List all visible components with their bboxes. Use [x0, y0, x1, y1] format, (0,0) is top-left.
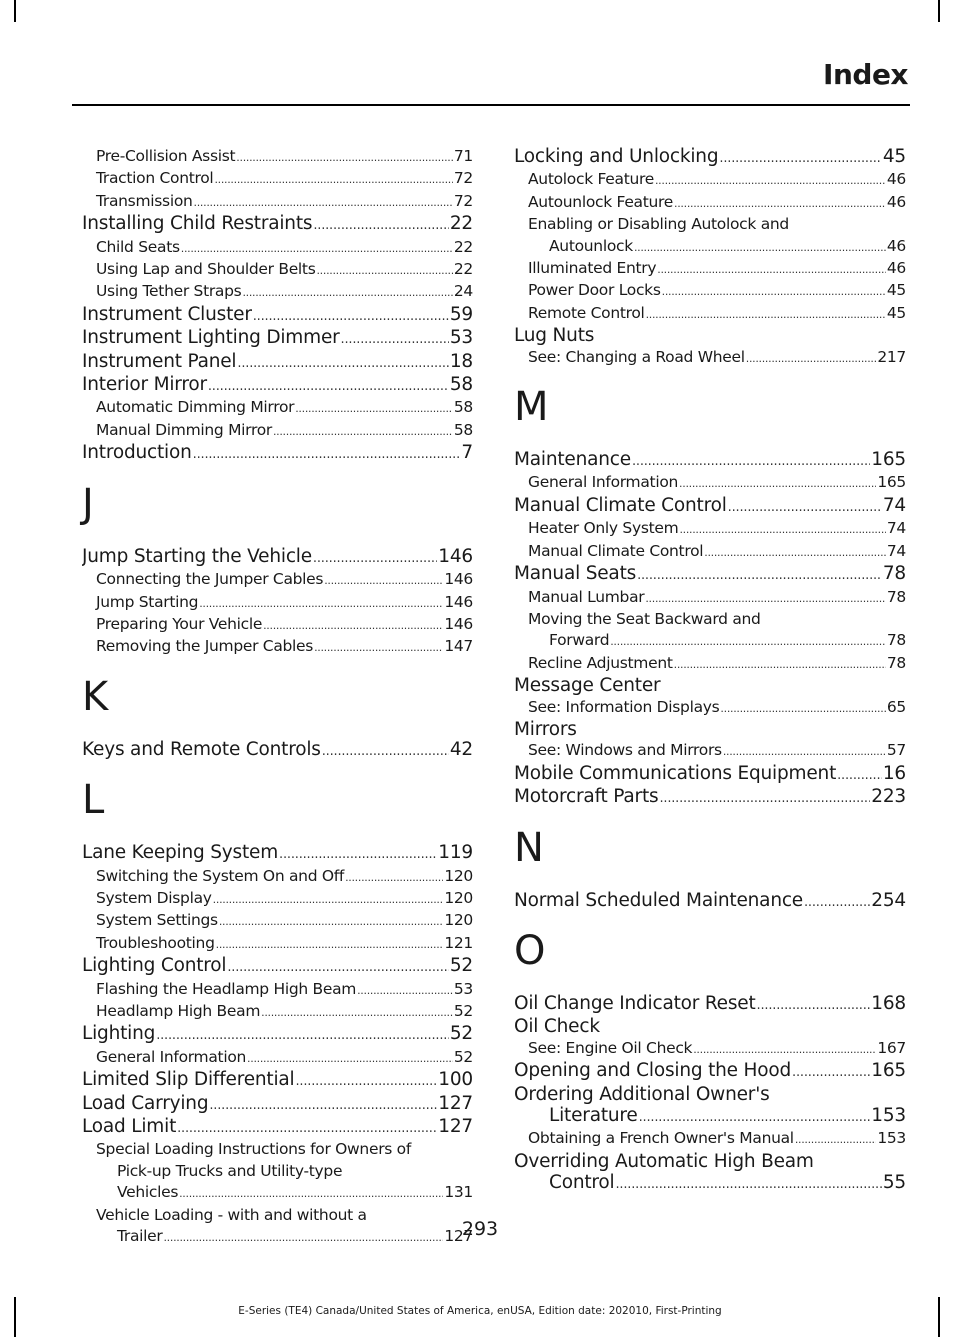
dot-leader — [295, 1071, 437, 1092]
footer-edition-info: E-Series (TE4) Canada/United States of America, enUSA, Edition date: 202010, First-Printing — [238, 1305, 722, 1317]
index-entry[interactable] — [514, 495, 906, 518]
section-letter: O — [514, 927, 546, 974]
entry-label: Power Door Locks — [528, 281, 661, 300]
entry-page-number: 42 — [449, 738, 473, 760]
entry-page-number: 153 — [871, 1105, 906, 1126]
dot-leader — [313, 215, 449, 236]
index-subentry-heading[interactable]: Pick-up Trucks and Utility-type — [117, 1161, 343, 1180]
entry-label: Autounlock — [549, 236, 633, 255]
entry-page-number: 120 — [444, 866, 473, 885]
entry-page-number: 120 — [444, 888, 473, 907]
entry-label: Limited Slip Differential — [82, 1069, 295, 1091]
dot-leader — [704, 542, 886, 563]
entry-page-number: 146 — [444, 570, 473, 589]
entry-label: Normal Scheduled Maintenance — [514, 889, 803, 911]
index-subentry[interactable] — [514, 630, 906, 652]
index-column-right — [514, 146, 906, 1196]
entry-label: Remote Control — [528, 303, 645, 322]
entry-label: See: Engine Oil Check — [528, 1038, 693, 1057]
dot-leader — [247, 1048, 453, 1069]
dot-leader — [177, 1118, 437, 1139]
entry-label: Forward — [549, 631, 610, 650]
entry-page-number: 146 — [444, 592, 473, 611]
index-subentry[interactable] — [82, 146, 473, 168]
crop-mark-bottom-right — [938, 1297, 940, 1337]
dot-leader — [181, 238, 453, 259]
entry-page-number: 165 — [877, 473, 906, 492]
crop-mark-top-right — [938, 0, 940, 22]
index-subentry[interactable] — [514, 192, 906, 214]
index-entry[interactable] — [82, 739, 473, 762]
index-entry[interactable] — [514, 146, 906, 169]
entry-label: Autounlock Feature — [528, 192, 674, 211]
entry-page-number: 45 — [886, 281, 906, 300]
entry-label: Jump Starting — [96, 592, 199, 611]
entry-label: Mobile Communications Equipment — [514, 762, 837, 784]
index-subentry[interactable] — [82, 614, 473, 636]
entry-label: Recline Adjustment — [528, 653, 673, 672]
dot-leader — [357, 980, 453, 1001]
entry-page-number: 74 — [886, 541, 906, 560]
dot-leader — [655, 170, 886, 191]
entry-page-number: 59 — [449, 303, 473, 325]
entry-page-number: 46 — [886, 170, 906, 189]
entry-label: Trailer — [117, 1227, 163, 1246]
entry-label: Lighting Control — [82, 955, 227, 977]
index-subentry[interactable] — [82, 420, 473, 442]
entry-page-number: 165 — [871, 449, 906, 471]
index-subentry[interactable] — [82, 1182, 473, 1204]
index-subentry[interactable] — [514, 653, 906, 675]
dot-leader — [324, 570, 443, 591]
index-subentry[interactable] — [514, 1038, 906, 1060]
dot-leader — [322, 741, 449, 762]
dot-leader — [746, 348, 877, 369]
entry-label: Autolock Feature — [528, 170, 654, 189]
index-subentry[interactable] — [514, 236, 906, 258]
dot-leader — [615, 1174, 881, 1195]
entry-page-number: 78 — [886, 653, 906, 672]
entry-label: General Information — [528, 473, 679, 492]
entry-page-number: 58 — [453, 420, 473, 439]
index-subentry[interactable] — [82, 1001, 473, 1023]
dot-leader — [659, 788, 870, 809]
dot-leader — [637, 565, 882, 586]
entry-label: Heater Only System — [528, 519, 679, 538]
entry-label: Obtaining a French Owner's Manual — [528, 1129, 794, 1148]
entry-label: Using Lap and Shoulder Belts — [96, 260, 316, 279]
index-entry[interactable] — [82, 955, 473, 978]
entry-label: System Settings — [96, 911, 218, 930]
dot-leader — [263, 615, 443, 636]
crop-mark-bottom-left — [14, 1297, 16, 1337]
entry-page-number: 45 — [882, 146, 906, 167]
entry-page-number: 165 — [871, 1060, 906, 1082]
entry-label: Pre-Collision Assist — [96, 147, 236, 165]
dot-leader — [837, 765, 882, 786]
index-entry[interactable] — [514, 786, 906, 809]
entry-page-number: 167 — [877, 1038, 906, 1057]
entry-label: Using Tether Straps — [96, 282, 242, 301]
entry-label: Manual Lumbar — [528, 587, 645, 606]
index-entry[interactable] — [82, 546, 473, 569]
dot-leader — [728, 497, 882, 518]
index-subentry-heading[interactable]: Vehicle Loading - with and without a — [96, 1205, 367, 1224]
entry-page-number: 52 — [453, 1001, 473, 1020]
entry-label: See: Information Displays — [528, 697, 720, 716]
dot-leader — [236, 147, 453, 168]
index-entry[interactable] — [514, 449, 906, 472]
entry-page-number: 72 — [453, 191, 473, 210]
dot-leader — [679, 519, 885, 540]
index-subentry[interactable] — [82, 636, 473, 658]
entry-label: Manual Seats — [514, 563, 637, 585]
entry-page-number: 46 — [886, 259, 906, 278]
entry-page-number: 16 — [882, 762, 906, 784]
index-subentry[interactable] — [514, 1128, 906, 1150]
entry-label: Preparing Your Vehicle — [96, 614, 263, 633]
entry-page-number: 53 — [449, 327, 473, 349]
dot-leader — [253, 306, 449, 327]
index-subentry[interactable] — [82, 397, 473, 419]
dot-leader — [208, 376, 449, 397]
section-letter: M — [514, 384, 549, 431]
index-subentry[interactable] — [514, 541, 906, 563]
entry-page-number: 58 — [449, 374, 473, 396]
index-subentry[interactable] — [514, 697, 906, 719]
entry-label: Load Limit — [82, 1116, 177, 1137]
index-entry[interactable] — [82, 304, 473, 327]
index-subentry[interactable] — [514, 518, 906, 540]
entry-label: Flashing the Headlamp High Beam — [96, 979, 357, 998]
dot-leader — [610, 631, 886, 652]
index-subentry[interactable] — [514, 347, 906, 369]
dot-leader — [795, 1129, 876, 1150]
index-subentry[interactable] — [82, 237, 473, 259]
dot-leader — [227, 957, 449, 978]
section-letter: K — [82, 673, 109, 720]
entry-label: Lane Keeping System — [82, 842, 279, 864]
entry-label: Installing Child Restraints — [82, 213, 313, 235]
index-entry[interactable] — [514, 1172, 906, 1195]
dot-leader — [313, 548, 437, 569]
index-column-left — [82, 146, 473, 1248]
index-entry-heading[interactable]: Ordering Additional Owner's — [514, 1083, 770, 1105]
index-subentry[interactable] — [514, 472, 906, 494]
dot-leader — [646, 304, 886, 325]
index-entry[interactable] — [514, 890, 906, 913]
index-subentry[interactable] — [82, 1047, 473, 1069]
entry-label: Maintenance — [514, 449, 631, 471]
entry-label: Load Carrying — [82, 1092, 209, 1114]
index-subentry[interactable] — [514, 280, 906, 302]
entry-label: Interior Mirror — [82, 374, 207, 396]
entry-label: Child Seats — [96, 237, 180, 256]
page-number: 293 — [461, 1218, 499, 1240]
index-entry[interactable] — [514, 563, 906, 586]
entry-label: Lighting — [82, 1023, 156, 1045]
index-entry-heading[interactable]: Overriding Automatic High Beam — [514, 1150, 814, 1172]
index-subentry-heading[interactable]: Enabling or Disabling Autolock and — [528, 215, 789, 234]
index-subentry[interactable] — [514, 258, 906, 280]
dot-leader — [693, 1039, 876, 1060]
dot-leader — [219, 911, 444, 932]
index-subentry[interactable] — [82, 888, 473, 910]
index-entry[interactable] — [82, 442, 473, 465]
index-entry[interactable] — [82, 842, 473, 865]
section-letter: J — [82, 480, 94, 527]
entry-label: Motorcraft Parts — [514, 786, 659, 808]
entry-page-number: 46 — [886, 192, 906, 211]
section-letter: N — [514, 824, 544, 871]
entry-page-number: 119 — [438, 842, 473, 864]
entry-label: Introduction — [82, 442, 192, 464]
entry-label: Removing the Jumper Cables — [96, 637, 314, 656]
dot-leader — [295, 398, 453, 419]
dot-leader — [662, 281, 886, 302]
entry-page-number: 22 — [453, 260, 473, 279]
dot-leader — [632, 451, 870, 472]
index-subentry[interactable] — [82, 191, 473, 213]
dot-leader — [719, 148, 881, 169]
dot-leader — [279, 844, 437, 865]
entry-page-number: 52 — [449, 1023, 473, 1045]
index-subentry-heading[interactable]: Moving the Seat Backward and — [528, 609, 761, 628]
index-entry[interactable] — [514, 1105, 906, 1128]
entry-page-number: 127 — [438, 1092, 473, 1114]
entry-label: Manual Climate Control — [514, 494, 727, 516]
entry-label: Instrument Lighting Dimmer — [82, 327, 340, 349]
index-entry-heading[interactable]: Lug Nuts — [514, 325, 595, 347]
dot-leader — [213, 889, 444, 910]
dot-leader — [804, 892, 870, 913]
dot-leader — [757, 995, 871, 1016]
dot-leader — [639, 1107, 871, 1128]
entry-label: Instrument Cluster — [82, 303, 252, 325]
dot-leader — [316, 260, 452, 281]
entry-label: Troubleshooting — [96, 933, 215, 952]
entry-page-number: 18 — [449, 350, 473, 372]
entry-page-number: 100 — [438, 1069, 473, 1091]
dot-leader — [645, 588, 886, 609]
dot-leader — [314, 637, 443, 658]
index-entry[interactable] — [82, 327, 473, 350]
entry-page-number: 121 — [444, 933, 473, 952]
dot-leader — [634, 237, 886, 258]
entry-page-number: 131 — [444, 1183, 473, 1202]
entry-label: See: Changing a Road Wheel — [528, 347, 745, 366]
entry-label: Transmission — [96, 191, 193, 210]
entry-label: Manual Climate Control — [528, 541, 704, 560]
entry-page-number: 45 — [886, 303, 906, 322]
index-subentry[interactable] — [514, 303, 906, 325]
entry-page-number: 22 — [453, 237, 473, 256]
index-subentry[interactable] — [82, 569, 473, 591]
entry-page-number: 120 — [444, 911, 473, 930]
dot-leader — [345, 867, 443, 888]
entry-page-number: 78 — [886, 587, 906, 606]
index-subentry[interactable] — [82, 979, 473, 1001]
entry-page-number: 22 — [449, 213, 473, 235]
dot-leader — [261, 1002, 453, 1023]
index-subentry-heading[interactable]: Special Loading Instructions for Owners of — [96, 1140, 412, 1159]
entry-label: Instrument Panel — [82, 350, 237, 372]
entry-page-number: 74 — [882, 494, 906, 516]
dot-leader — [237, 353, 448, 374]
dot-leader — [179, 1183, 443, 1204]
dot-leader — [674, 654, 886, 675]
index-subentry[interactable] — [82, 933, 473, 955]
entry-label: Keys and Remote Controls — [82, 738, 321, 760]
dot-leader — [723, 741, 886, 762]
entry-label: Illuminated Entry — [528, 259, 657, 278]
entry-page-number: 46 — [886, 236, 906, 255]
index-subentry[interactable] — [82, 281, 473, 303]
entry-label: Opening and Closing the Hood — [514, 1060, 792, 1082]
index-subentry[interactable] — [82, 592, 473, 614]
entry-page-number: 146 — [438, 545, 473, 567]
entry-label: Jump Starting the Vehicle — [82, 545, 312, 567]
entry-page-number: 78 — [886, 631, 906, 650]
entry-page-number: 24 — [453, 282, 473, 301]
crop-mark-top-left — [14, 0, 16, 22]
entry-page-number: 53 — [453, 979, 473, 998]
index-entry[interactable] — [82, 351, 473, 374]
index-entry[interactable] — [514, 993, 906, 1016]
entry-page-number: 153 — [877, 1129, 906, 1148]
entry-label: See: Windows and Mirrors — [528, 741, 722, 760]
dot-leader — [674, 193, 886, 214]
index-entry-heading[interactable]: Oil Check — [514, 1016, 600, 1038]
index-entry[interactable] — [82, 213, 473, 236]
entry-page-number: 146 — [444, 614, 473, 633]
entry-label: Locking and Unlocking — [514, 146, 719, 167]
entry-page-number: 55 — [882, 1172, 906, 1194]
dot-leader — [273, 421, 453, 442]
index-entry[interactable] — [82, 1023, 473, 1046]
entry-label: Traction Control — [96, 169, 214, 188]
entry-label: System Display — [96, 888, 212, 907]
index-entry[interactable] — [82, 1116, 473, 1139]
entry-label: General Information — [96, 1047, 247, 1066]
index-entry[interactable] — [82, 374, 473, 397]
title-rule — [72, 104, 910, 106]
entry-page-number: 223 — [871, 786, 906, 808]
dot-leader — [216, 934, 444, 955]
index-entry-heading[interactable]: Message Center — [514, 675, 661, 697]
index-subentry[interactable] — [82, 168, 473, 190]
dot-leader — [792, 1062, 870, 1083]
entry-page-number: 217 — [877, 347, 906, 366]
dot-leader — [194, 192, 453, 213]
index-subentry[interactable] — [514, 169, 906, 191]
entry-label: Vehicles — [117, 1183, 179, 1202]
entry-label: Connecting the Jumper Cables — [96, 570, 324, 589]
dot-leader — [199, 593, 443, 614]
index-subentry[interactable] — [514, 587, 906, 609]
dot-leader — [657, 259, 886, 280]
index-entry[interactable] — [514, 1060, 906, 1083]
dot-leader — [679, 473, 876, 494]
entry-page-number: 57 — [886, 741, 906, 760]
entry-label: Switching the System On and Off — [96, 866, 345, 885]
entry-page-number: 127 — [444, 1227, 473, 1246]
dot-leader — [193, 444, 461, 465]
entry-page-number: 58 — [453, 398, 473, 417]
index-subentry[interactable] — [82, 910, 473, 932]
entry-page-number: 147 — [444, 637, 473, 656]
dot-leader — [156, 1025, 449, 1046]
index-subentry[interactable] — [82, 259, 473, 281]
index-entry[interactable] — [82, 1093, 473, 1116]
entry-page-number: 78 — [882, 563, 906, 585]
entry-label: Automatic Dimming Mirror — [96, 398, 295, 417]
section-letter: L — [82, 777, 105, 824]
dot-leader — [214, 169, 452, 190]
entry-page-number: 74 — [886, 519, 906, 538]
entry-page-number: 168 — [871, 992, 906, 1014]
entry-page-number: 71 — [453, 147, 473, 165]
index-entry-heading[interactable]: Mirrors — [514, 718, 577, 740]
index-subentry[interactable] — [514, 740, 906, 762]
entry-page-number: 254 — [871, 889, 906, 911]
entry-page-number: 127 — [438, 1116, 473, 1137]
dot-leader — [341, 329, 449, 350]
entry-page-number: 7 — [461, 442, 473, 464]
index-entry[interactable] — [514, 763, 906, 786]
entry-page-number: 65 — [886, 697, 906, 716]
entry-label: Oil Change Indicator Reset — [514, 992, 756, 1014]
entry-page-number: 72 — [453, 169, 473, 188]
entry-label: Control — [549, 1172, 615, 1194]
entry-page-number: 52 — [453, 1047, 473, 1066]
index-subentry[interactable] — [82, 866, 473, 888]
entry-label: Literature — [549, 1105, 638, 1126]
dot-leader — [209, 1095, 437, 1116]
entry-label: Manual Dimming Mirror — [96, 420, 272, 439]
entry-label: Headlamp High Beam — [96, 1001, 261, 1020]
page-title: Index — [823, 58, 908, 91]
entry-page-number: 52 — [449, 955, 473, 977]
index-entry[interactable] — [82, 1069, 473, 1092]
dot-leader — [720, 698, 885, 719]
dot-leader — [242, 282, 452, 303]
